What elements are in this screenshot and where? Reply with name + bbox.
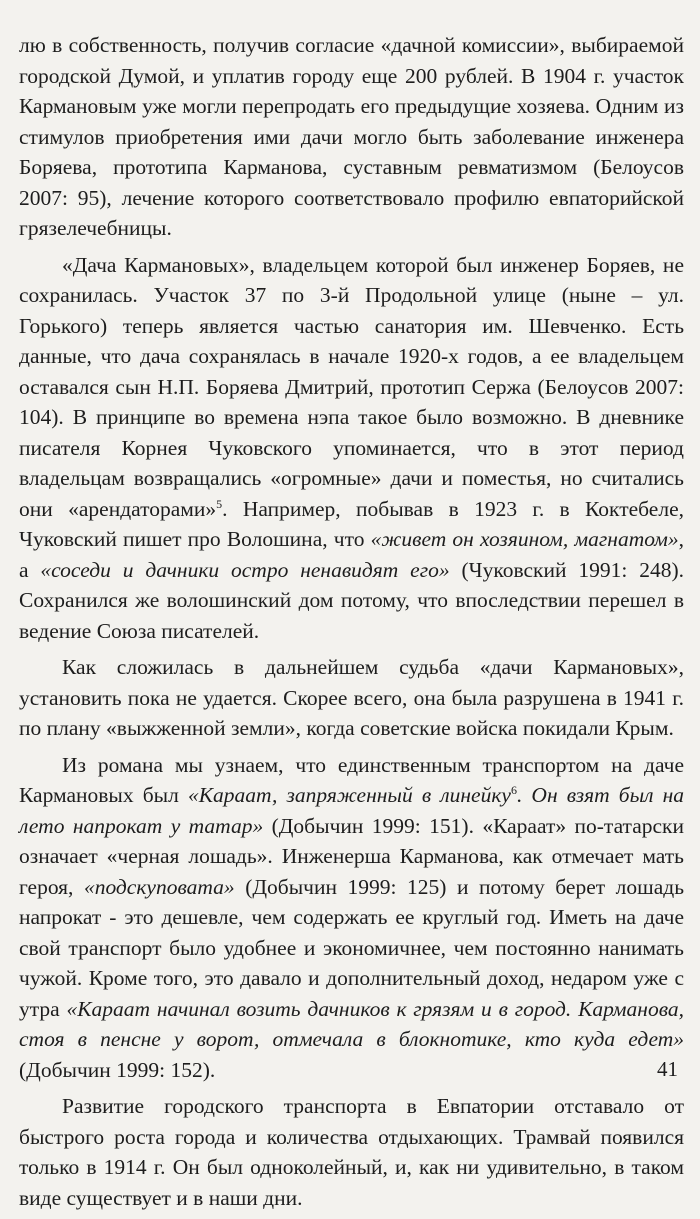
quote-italic: «живет он хозяином, магнатом» bbox=[370, 527, 679, 551]
text-run: (Чуковский 1991: 248). Сохранился же волошинский дом потому, что впоследствии перешел в ведение Союза писателей. bbox=[19, 557, 684, 643]
body-text bbox=[19, 30, 684, 1219]
text-run: (Добычин 1999: 152). bbox=[19, 1057, 216, 1082]
page-number: 41 bbox=[657, 1057, 678, 1081]
text-run: , а bbox=[19, 527, 684, 582]
text-run: Как сложилась в дальнейшем судьба «дачи Кармановых», установить пока не удается. Скорее всего, она была разрушена в 1941 г. по плану «выжженной земли», когда советские войска покидали Крым. bbox=[19, 655, 684, 740]
quote-italic: «соседи и дачники остро ненавидят его» bbox=[40, 557, 450, 582]
footnote-ref: 5 bbox=[216, 496, 223, 511]
paragraph bbox=[19, 750, 684, 1086]
text-run: Из романа мы узнаем, что единственным транспортом на даче Кармановых был bbox=[19, 752, 684, 807]
quote-italic: «Караат начинал возить дачников к грязям и в город. Карманова, стоя в пенсне у ворот, отмечала в блокнотике, кто куда едет» bbox=[19, 996, 685, 1051]
footnote-ref: 6 bbox=[510, 782, 517, 797]
paragraph bbox=[19, 250, 684, 647]
paragraph bbox=[19, 1091, 684, 1213]
quote-italic: «Караат, запряженный в линейку bbox=[187, 783, 511, 807]
text-run: Развитие городского транспорта в Евпатории отставало от быстрого роста города и количества отдыхающих. Трамвай появился только в 1914 г. Он был одноколейный, и, как ни удивительно, в таком виде существует и в наши дни. bbox=[19, 1094, 684, 1210]
quote-italic: «подскуповата» bbox=[83, 874, 235, 899]
text-run: (Добычин 1999: 125) и потому берет лошадь напрокат - это дешевле, чем содержать ее круглый год. Иметь на даче свой транспорт было удобнее и экономичнее, чем постоянно нанимать чужой. Кроме того, это давало и дополнительный доход, недаром уже с утра bbox=[19, 874, 684, 1021]
text-run: лю в собственность, получив согласие «дачной комиссии», выбираемой городской Думой, и уплатив городу еще 200 рублей. В 1904 г. участок Кармановым уже могли перепродать его предыдущие хозяева. Одним из стимулов приобретения ими дачи могло быть заболевание инженера Боряева, прототипа Карманова, суставным ревматизмом (Белоусов 2007: 95), лечение которого соответствовало профилю евпаторийской грязелечебницы. bbox=[19, 33, 684, 240]
text-run: (Добычин 1999: 151). «Караат» по-татарски означает «черная лошадь». Инженерша Карманова, как отмечает мать героя, bbox=[19, 813, 685, 899]
text-run: «Дача Кармановых», владельцем которой был инженер Боряев, не сохранилась. Участок 37 по 3-й Продольной улице (ныне – ул. Горького) теперь является частью санатория им. Шевченко. Есть данные, что дача сохранялась в начале 1920-х годов, а ее владельцем оставался сын Н.П. Боряева Дмитрий, прототип Сержа (Белоусов 2007: 104). В принципе во времена нэпа такое было возможно. В дневнике писателя Корнея Чуковского упоминается, что в этот период владельцам возвращались «огромные» дачи и поместья, но считались они «арендаторами» bbox=[19, 252, 684, 521]
paragraph bbox=[19, 652, 684, 744]
text-run: . Например, побывав в 1923 г. в Коктебеле, Чуковский пишет про Волошина, что bbox=[19, 496, 684, 551]
quote-italic: . Он взят был на лето напрокат у татар» bbox=[19, 783, 685, 838]
paragraph bbox=[19, 30, 684, 244]
